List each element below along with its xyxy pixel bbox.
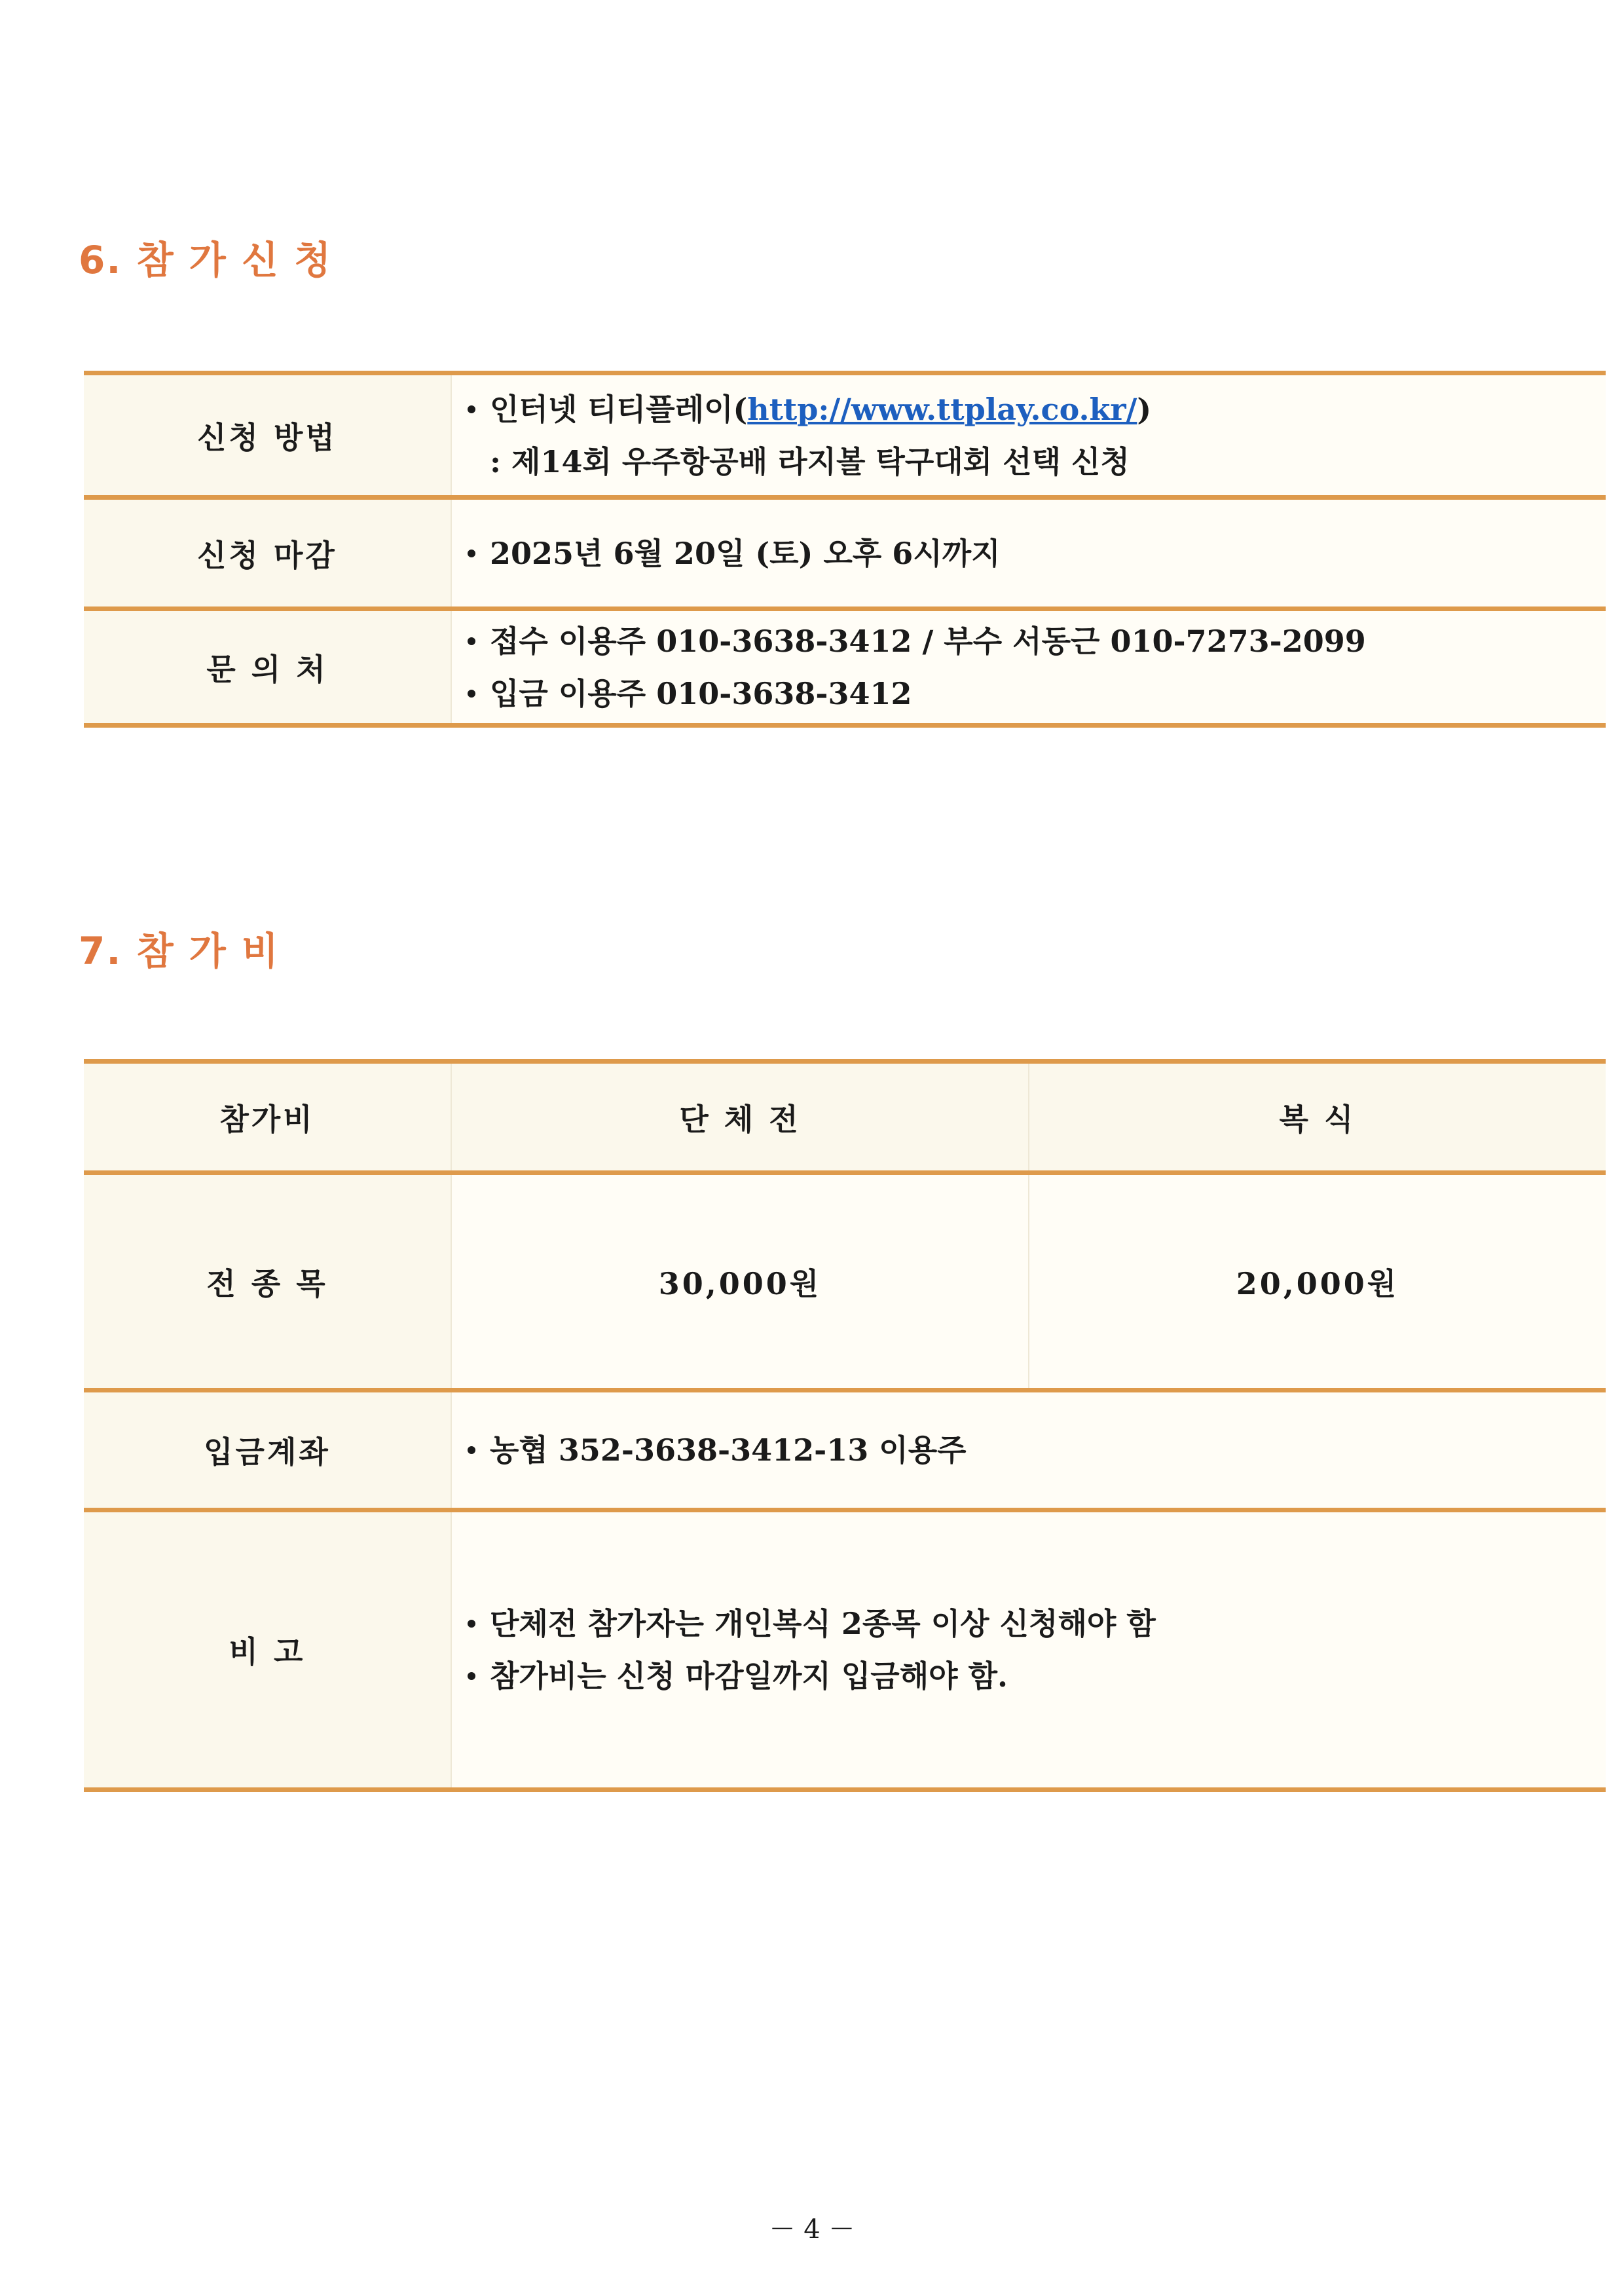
contact-value xyxy=(452,611,1606,723)
fee-amount-row xyxy=(84,1175,1606,1392)
application-method-label: 신청 방법 xyxy=(84,375,452,495)
doubles-header: 복 식 xyxy=(1029,1064,1606,1170)
contact-line-1 xyxy=(468,615,1606,667)
deadline-row xyxy=(84,500,1606,611)
application-method-text: 인터넷 티티플레이( xyxy=(490,391,748,427)
application-method-detail: : 제14회 우주항공배 라지볼 탁구대회 선택 신청 xyxy=(490,443,1130,479)
application-table xyxy=(84,371,1606,728)
account-value xyxy=(452,1392,1606,1508)
application-method-line-2 xyxy=(468,436,1606,488)
contact-registration-text: 접수 이용주 010-3638-3412 / 부수 서동근 010-7273-2099 xyxy=(490,623,1366,659)
section-6-title: 6. 참 가 신 청 xyxy=(79,238,333,282)
page-number: － 4 － xyxy=(769,2214,855,2245)
account-label: 입금계좌 xyxy=(84,1392,452,1508)
account-line xyxy=(468,1424,1606,1476)
notes-row xyxy=(84,1512,1606,1792)
fee-header-row xyxy=(84,1059,1606,1175)
bullet-icon xyxy=(468,1446,475,1454)
deadline-text: 2025년 6월 20일 (토) 오후 6시까지 xyxy=(490,535,1001,571)
section-7-title: 7. 참 가 비 xyxy=(79,929,280,973)
account-row xyxy=(84,1392,1606,1512)
bullet-icon xyxy=(468,690,475,698)
notes-text-2: 참가비는 신청 마감일까지 입금해야 함. xyxy=(490,1658,1008,1694)
team-event-header: 단 체 전 xyxy=(452,1064,1029,1170)
team-event-fee: 30,000원 xyxy=(452,1175,1029,1388)
bullet-icon xyxy=(468,405,475,413)
deadline-line xyxy=(468,527,1606,580)
notes-line-1 xyxy=(468,1597,1606,1650)
fee-header-label: 참가비 xyxy=(84,1064,452,1170)
contact-payment-text: 입금 이용주 010-3638-3412 xyxy=(490,675,912,711)
account-text: 농협 352-3638-3412-13 이용주 xyxy=(490,1432,967,1468)
bullet-icon xyxy=(468,1672,475,1680)
notes-text-1: 단체전 참가자는 개인복식 2종목 이상 신청해야 함 xyxy=(490,1606,1156,1641)
contact-label: 문 의 처 xyxy=(84,611,452,723)
deadline-label: 신청 마감 xyxy=(84,500,452,606)
application-method-value xyxy=(452,375,1606,495)
doubles-fee: 20,000원 xyxy=(1029,1175,1606,1388)
application-method-line-1 xyxy=(468,383,1606,436)
bullet-icon xyxy=(468,637,475,645)
deadline-value xyxy=(452,500,1606,606)
application-method-suffix: ) xyxy=(1137,391,1152,427)
contact-line-2 xyxy=(468,667,1606,720)
ttplay-link[interactable]: http://www.ttplay.co.kr/ xyxy=(747,391,1137,427)
bullet-icon xyxy=(468,1620,475,1628)
fee-table xyxy=(84,1059,1606,1792)
notes-value xyxy=(452,1512,1606,1787)
contact-row xyxy=(84,611,1606,728)
fee-amount-label: 전 종 목 xyxy=(84,1175,452,1388)
application-method-row xyxy=(84,371,1606,500)
notes-line-2 xyxy=(468,1650,1606,1702)
bullet-icon xyxy=(468,550,475,557)
notes-label: 비 고 xyxy=(84,1512,452,1787)
